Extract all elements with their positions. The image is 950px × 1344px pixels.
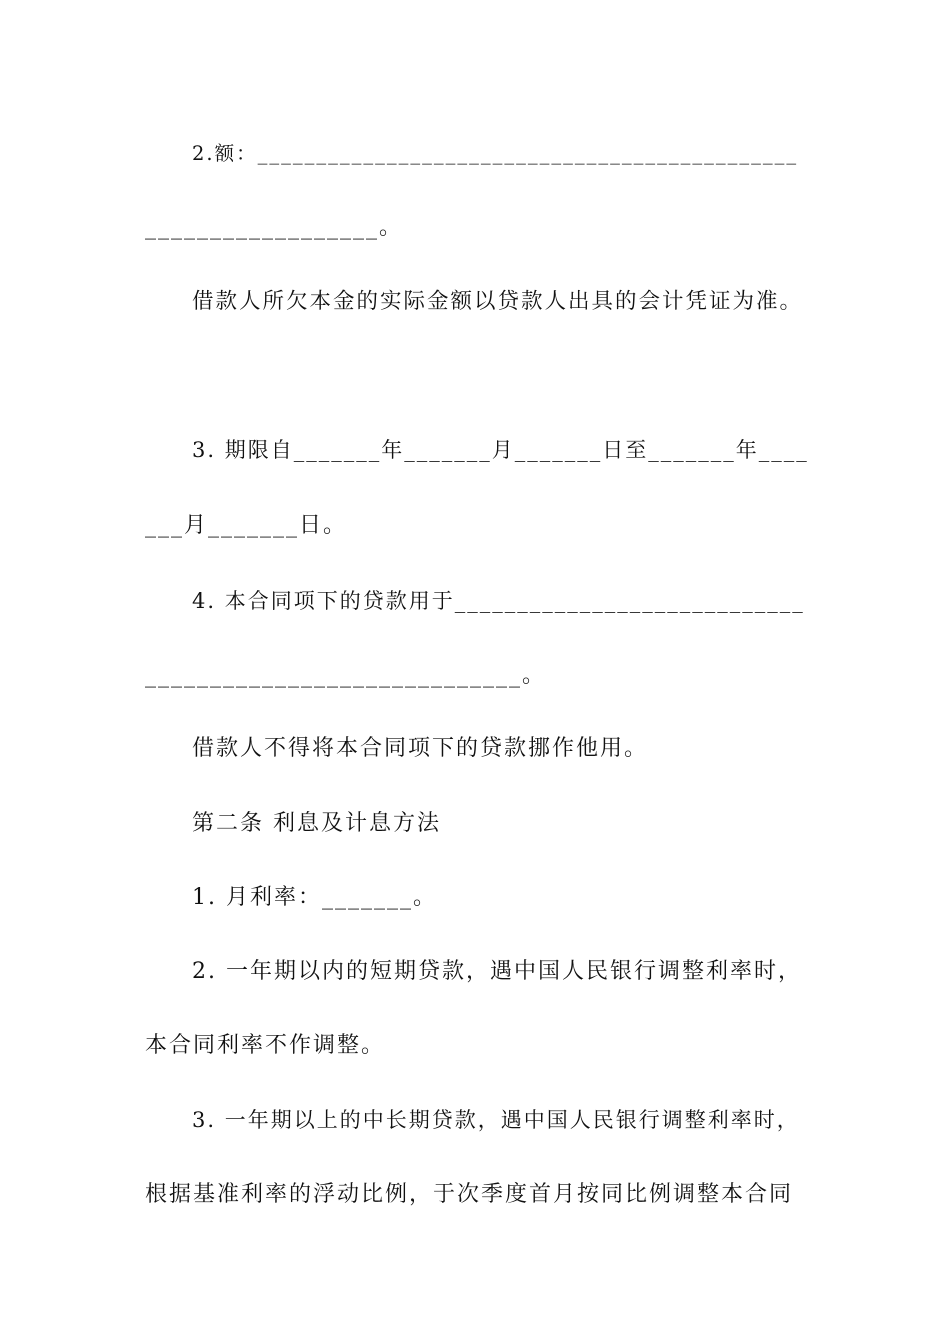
monthly-rate-line: 1. 月利率：_______。: [192, 885, 437, 910]
clause-purpose-line-cont: _____________________________。: [145, 663, 547, 688]
principal-note: 借款人所欠本金的实际金额以贷款人出具的会计凭证为准。: [192, 289, 804, 314]
article-two-heading: 第二条 利息及计息方法: [192, 811, 441, 836]
long-term-rate-line: 3. 一年期以上的中长期贷款，遇中国人民银行调整利率时，: [192, 1108, 800, 1132]
clause-amount-line-cont: __________________。: [145, 215, 404, 240]
long-term-rate-line-cont: 根据基准利率的浮动比例，于次季度首月按同比例调整本合同: [145, 1182, 794, 1207]
purpose-restriction: 借款人不得将本合同项下的贷款挪作他用。: [192, 736, 649, 761]
clause-term-line: 3. 期限自_______年_______月_______日至_______年____: [192, 438, 809, 462]
short-term-rate-line: 2. 一年期以内的短期贷款，遇中国人民银行调整利率时，: [192, 959, 802, 984]
clause-amount-line: 2.额：______________________________________________: [192, 142, 799, 165]
clause-purpose-line: 4. 本合同项下的贷款用于____________________________: [192, 589, 805, 613]
clause-term-line-cont: ___月_______日。: [145, 513, 348, 538]
short-term-rate-line-cont: 本合同利率不作调整。: [145, 1033, 386, 1058]
